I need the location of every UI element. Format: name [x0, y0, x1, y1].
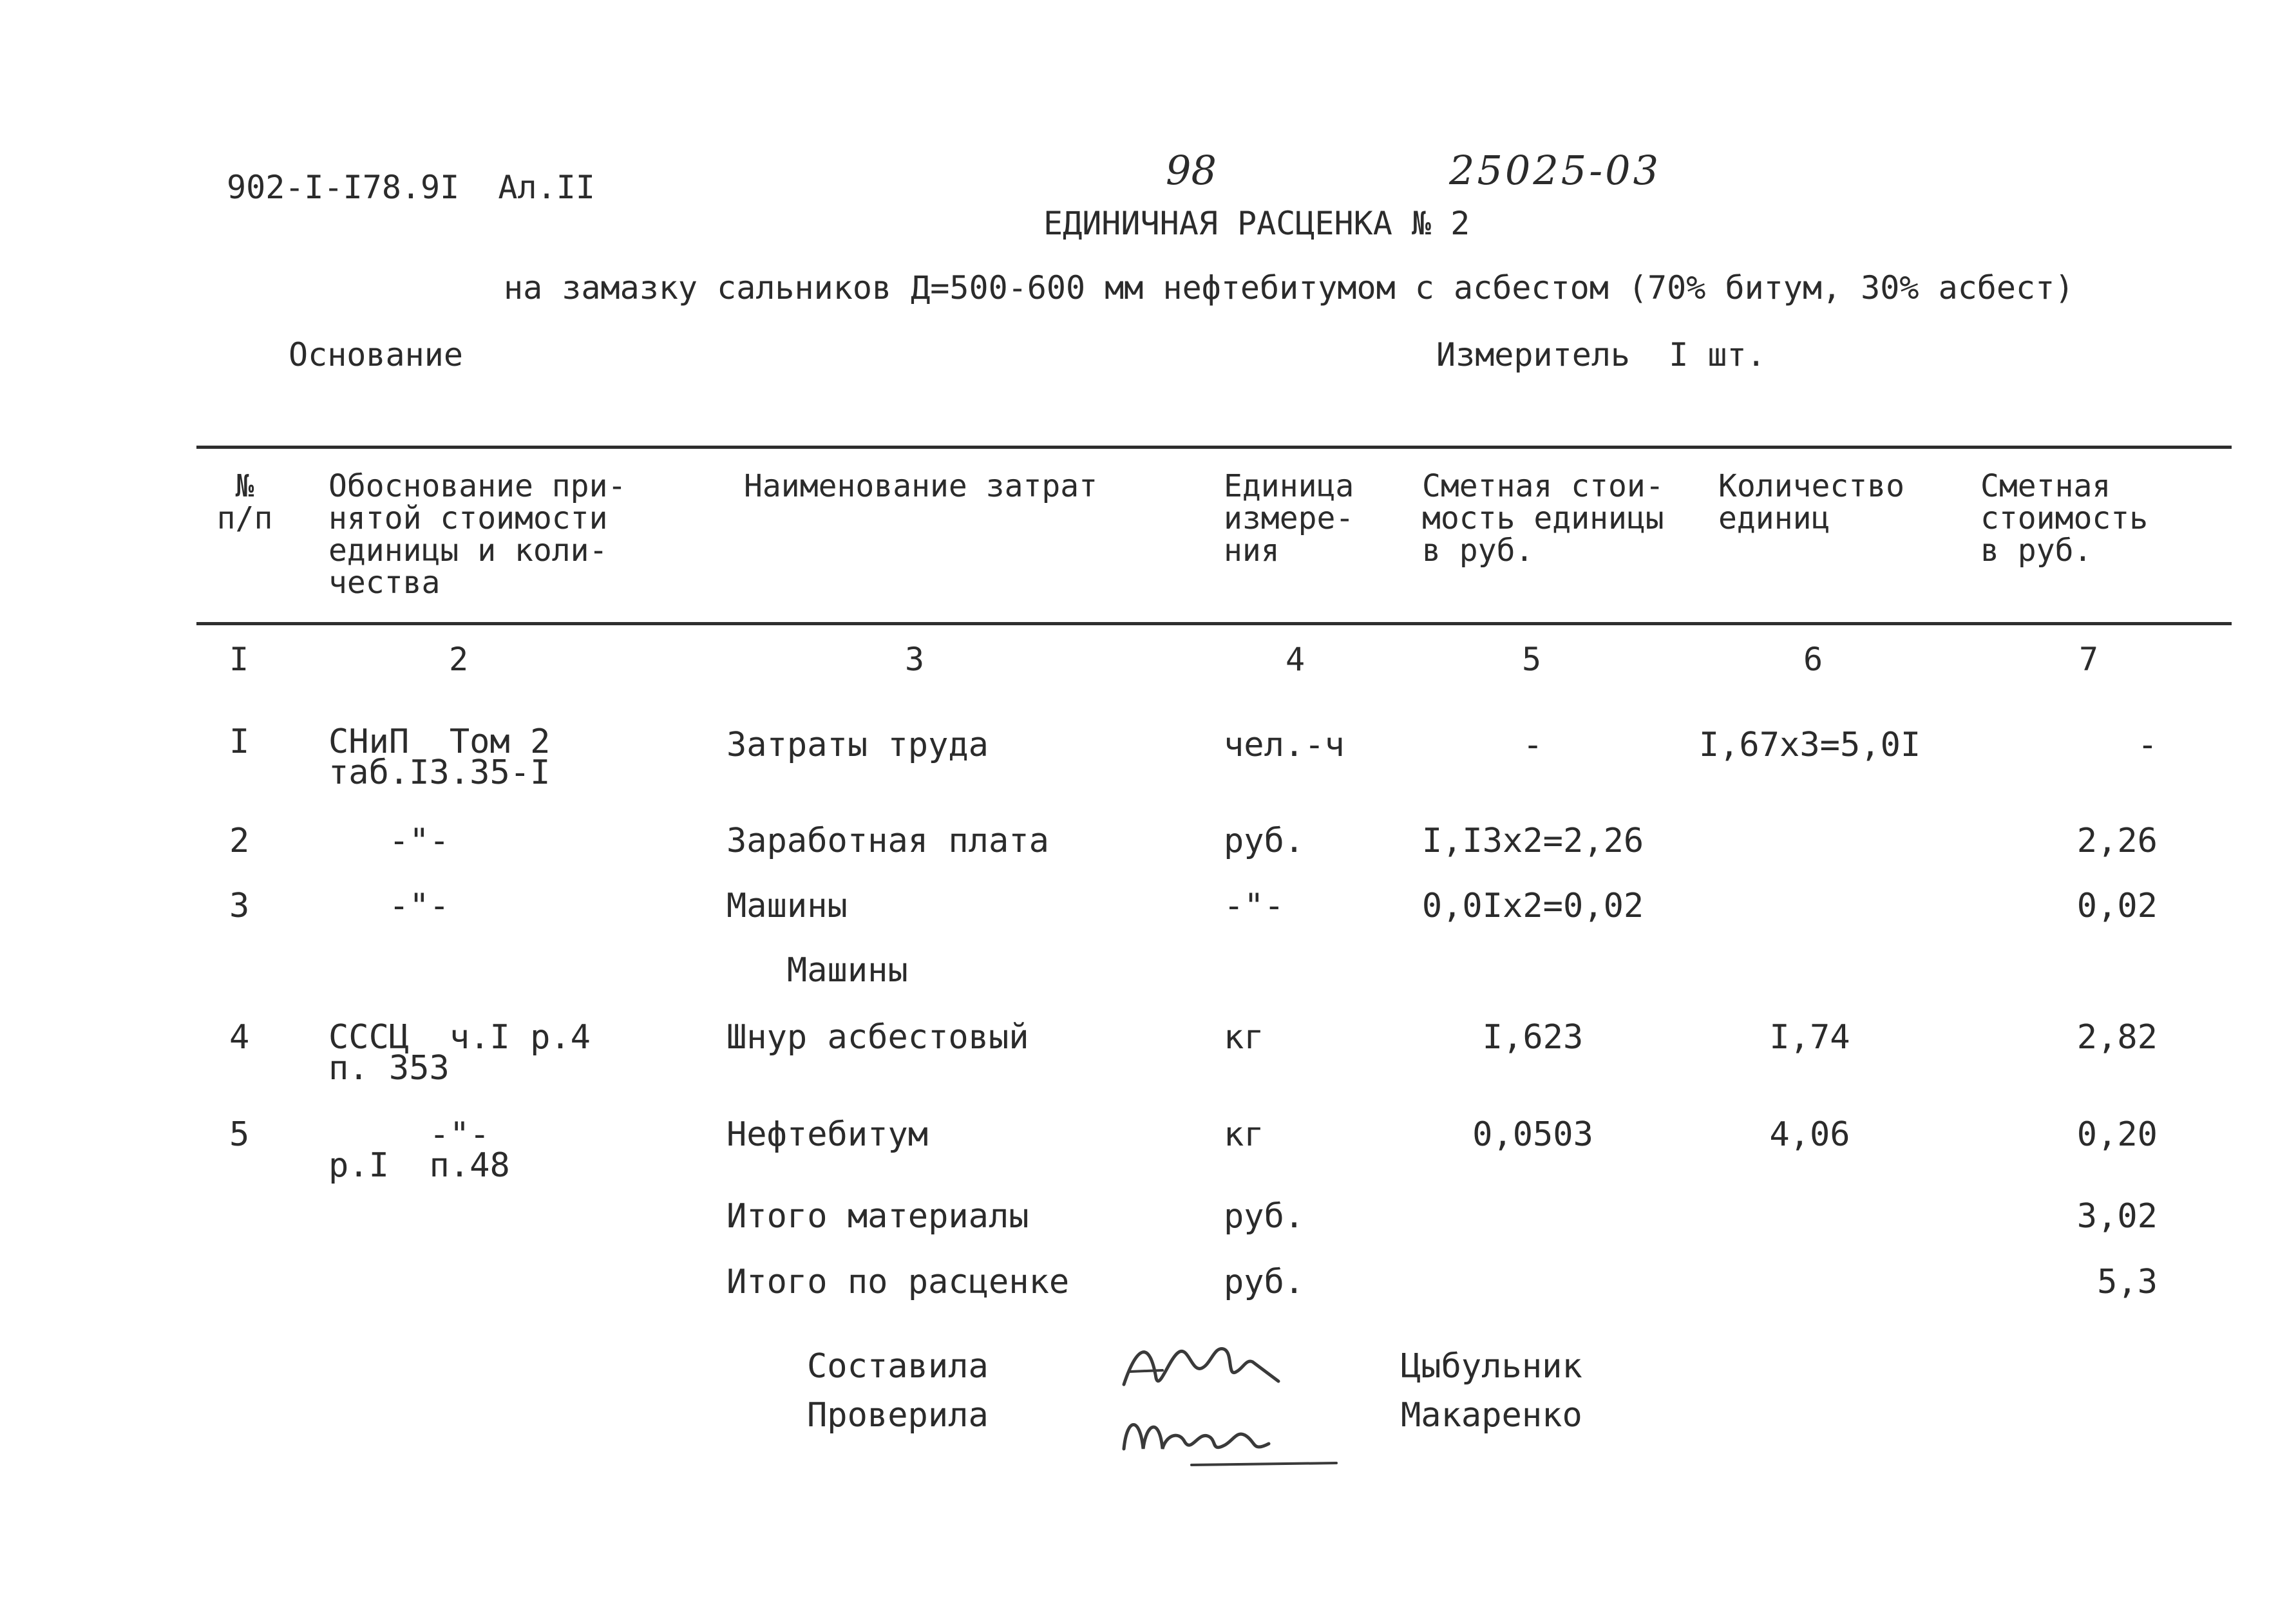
row-quantity: I,74 — [1769, 1018, 1850, 1057]
compiled-signature-mark — [1117, 1333, 1285, 1404]
row-total-cost: 3,02 — [2076, 1197, 2158, 1236]
row-total-cost: 2,82 — [2076, 1018, 2158, 1057]
row-number: 2 — [229, 822, 250, 860]
row-number: 3 — [229, 887, 250, 925]
basis-label: Основание — [289, 336, 463, 373]
column-number-6: 6 — [1803, 641, 1823, 678]
row-cost-name: Шнур асбестовый — [726, 1018, 1029, 1057]
header-cost-name: Наименование затрат — [744, 468, 1098, 504]
row-unit: руб. — [1224, 1263, 1305, 1301]
document-title: ЕДИНИЧНАЯ РАСЦЕНКА № 2 — [1043, 205, 1470, 242]
row-unit-price: I,623 — [1482, 1018, 1584, 1057]
header-quantity: Количество единиц — [1718, 468, 1904, 536]
row-basis: СССЦ ч.I р.4 п. 353 — [328, 1018, 591, 1088]
row-unit: кг — [1224, 1115, 1264, 1154]
row-cost-name: Итого материалы — [726, 1197, 1029, 1236]
column-number-1: I — [229, 641, 249, 678]
column-number-3: 3 — [905, 641, 925, 678]
header-total-cost: Сметная стоимость в руб. — [1980, 468, 2149, 569]
page-number: 98 — [1166, 147, 1217, 194]
checked-signature — [1114, 1404, 1346, 1486]
row-cost-name: Заработная плата — [726, 822, 1049, 860]
row-unit-price: - — [1523, 726, 1543, 764]
header-number: № п/п — [216, 468, 273, 536]
row-cost-name: Затраты труда — [726, 726, 989, 764]
table-top-rule — [196, 446, 2232, 449]
row-basis: -"- — [328, 887, 450, 925]
header-unit: Единица измере- ния — [1224, 468, 1354, 569]
column-number-5: 5 — [1522, 641, 1542, 678]
row-unit: -"- — [1224, 887, 1284, 925]
compiled-signature — [1117, 1333, 1285, 1415]
compiled-by-label: Составила — [807, 1347, 989, 1386]
row-unit-price: I,I3х2=2,26 — [1421, 822, 1644, 860]
row-total-cost: 2,26 — [2076, 822, 2158, 860]
row-unit-price: 0,0Iх2=0,02 — [1421, 887, 1644, 925]
row-cost-name: Машины — [726, 951, 908, 990]
row-basis: -"- — [328, 822, 450, 860]
column-number-7: 7 — [2079, 641, 2099, 678]
column-number-4: 4 — [1286, 641, 1305, 678]
album-number: 25025-03 — [1449, 147, 1662, 194]
document-code: 902-I-I78.9I Ал.II — [227, 169, 595, 206]
row-total-cost: 5,3 — [2097, 1263, 2158, 1301]
document-subtitle: на замазку сальников Д=500-600 мм нефтебитумом с асбестом (70% битум, 30% асбест) — [504, 269, 2074, 307]
checked-by-label: Проверила — [807, 1396, 989, 1435]
checked-signature-mark — [1114, 1404, 1346, 1475]
row-unit-price: 0,0503 — [1472, 1115, 1593, 1154]
table-header-rule — [196, 622, 2232, 625]
row-unit: руб. — [1224, 1197, 1305, 1236]
row-quantity: I,67х3=5,0I — [1698, 726, 1921, 764]
row-basis: -"- р.I п.48 — [328, 1115, 510, 1185]
row-unit: чел.-ч — [1224, 726, 1345, 764]
row-number: 4 — [229, 1018, 250, 1057]
compiled-by-name: Цыбульник — [1401, 1347, 1582, 1386]
row-cost-name: Машины — [726, 887, 848, 925]
row-unit: кг — [1224, 1018, 1264, 1057]
row-unit: руб. — [1224, 822, 1305, 860]
row-number: 5 — [229, 1115, 250, 1154]
row-total-cost: 0,20 — [2076, 1115, 2158, 1154]
row-quantity: 4,06 — [1769, 1115, 1850, 1154]
row-cost-name: Нефтебитум — [726, 1115, 929, 1154]
column-number-2: 2 — [449, 641, 469, 678]
row-cost-name: Итого по расценке — [726, 1263, 1070, 1301]
header-basis: Обоснование при- нятой стоимости единицы и коли- чества — [328, 468, 627, 601]
header-unit-price: Сметная стои- мость единицы в руб. — [1422, 468, 1664, 569]
row-number: I — [229, 722, 250, 761]
checked-by-name: Макаренко — [1401, 1396, 1582, 1435]
row-total-cost: 0,02 — [2076, 887, 2158, 925]
row-total-cost: - — [2137, 726, 2158, 764]
unit-label: Измеритель I шт. — [1436, 336, 1766, 373]
row-basis: СНиП Том 2 таб.I3.35-I — [328, 722, 551, 792]
